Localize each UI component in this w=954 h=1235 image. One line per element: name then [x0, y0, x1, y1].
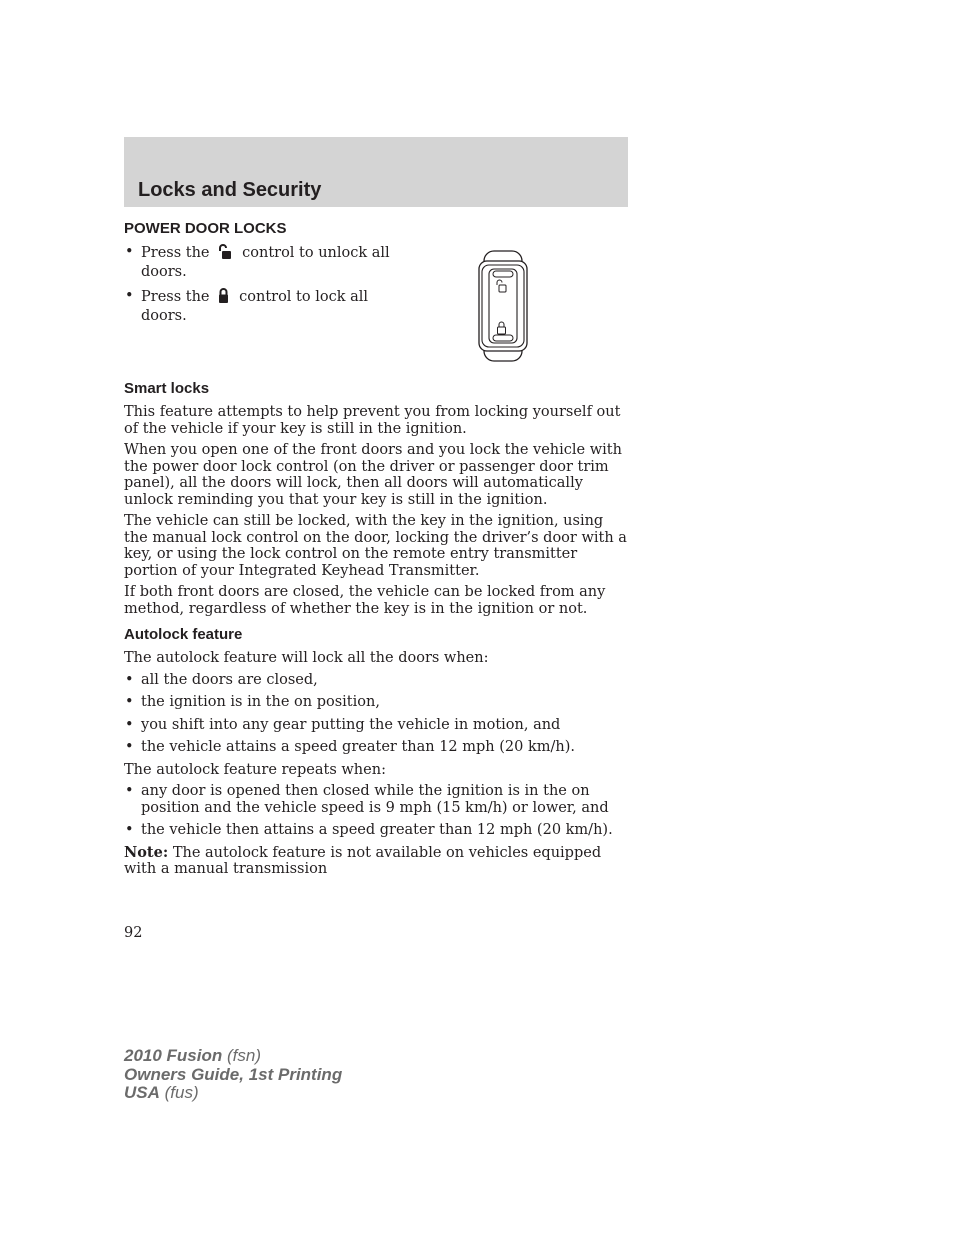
lock-instruction: • Press the control to lock all doors. — [124, 288, 394, 324]
note-text: The autolock feature is not available on vehicles equipped with a manual transmission — [124, 844, 602, 877]
list-item: • the vehicle attains a speed greater than 12 mph (20 km/h). — [124, 739, 628, 756]
power-door-lock-switch-figure — [478, 249, 528, 368]
smart-locks-paragraph: The vehicle can still be locked, with the key in the ignition, using the manual lock control on the door, locking the driver’s door with a key, or using the lock control on the remote entry transmitter portion of your Integrated Keyhead Transmitter. — [124, 513, 627, 579]
unlock-icon — [218, 244, 232, 264]
list-item: • the vehicle then attains a speed greater than 12 mph (20 km/h). — [124, 822, 628, 839]
power-door-locks-heading: POWER DOOR LOCKS — [124, 220, 287, 237]
section-title: Locks and Security — [138, 179, 322, 201]
unlock-instruction: • Press the control to unlock all doors. — [124, 244, 394, 280]
list-item: • you shift into any gear putting the vehicle in motion, and — [124, 717, 628, 734]
footer-line-1: 2010 Fusion (fsn) — [124, 1046, 261, 1065]
note-label: Note: — [124, 843, 169, 861]
page-content — [124, 219, 628, 883]
power-door-locks-block — [124, 219, 628, 379]
lock-control-list — [124, 244, 394, 324]
lock-icon — [218, 288, 229, 308]
list-item: • the ignition is in the on position, — [124, 694, 628, 711]
autolock-body — [124, 650, 628, 878]
autolock-note — [124, 845, 628, 878]
smart-locks-body — [124, 404, 628, 617]
smart-locks-heading: Smart locks — [124, 380, 210, 397]
door-lock-switch-illustration — [478, 249, 528, 363]
autolock-repeat-list — [124, 783, 628, 839]
section-header-band — [124, 137, 628, 207]
footer-line-3: USA (fus) — [124, 1083, 199, 1102]
footer-line-2: Owners Guide, 1st Printing — [124, 1064, 343, 1084]
page-number: 92 — [124, 925, 143, 941]
autolock-repeat-intro: The autolock feature repeats when: — [124, 761, 386, 778]
list-item: • any door is opened then closed while the ignition is in the on position and the vehicle speed is 9 mph (15 km/h) or lower, and — [124, 783, 628, 816]
document-footer — [124, 1047, 342, 1103]
smart-locks-paragraph: If both front doors are closed, the vehicle can be locked from any method, regardless of whether the key is in the ignition or not. — [124, 584, 606, 617]
list-item: • all the doors are closed, — [124, 672, 628, 689]
autolock-conditions-list — [124, 672, 628, 756]
autolock-intro: The autolock feature will lock all the doors when: — [124, 650, 489, 666]
autolock-heading: Autolock feature — [124, 626, 243, 643]
smart-locks-paragraph: This feature attempts to help prevent you from locking yourself out of the vehicle if your key is still in the ignition. — [124, 404, 621, 437]
smart-locks-paragraph: When you open one of the front doors and you lock the vehicle with the power door lock control (on the driver or passenger door trim panel), all the doors will lock, then all doors will automatically unlock reminding you that your key is still in the ignition. — [124, 442, 622, 508]
